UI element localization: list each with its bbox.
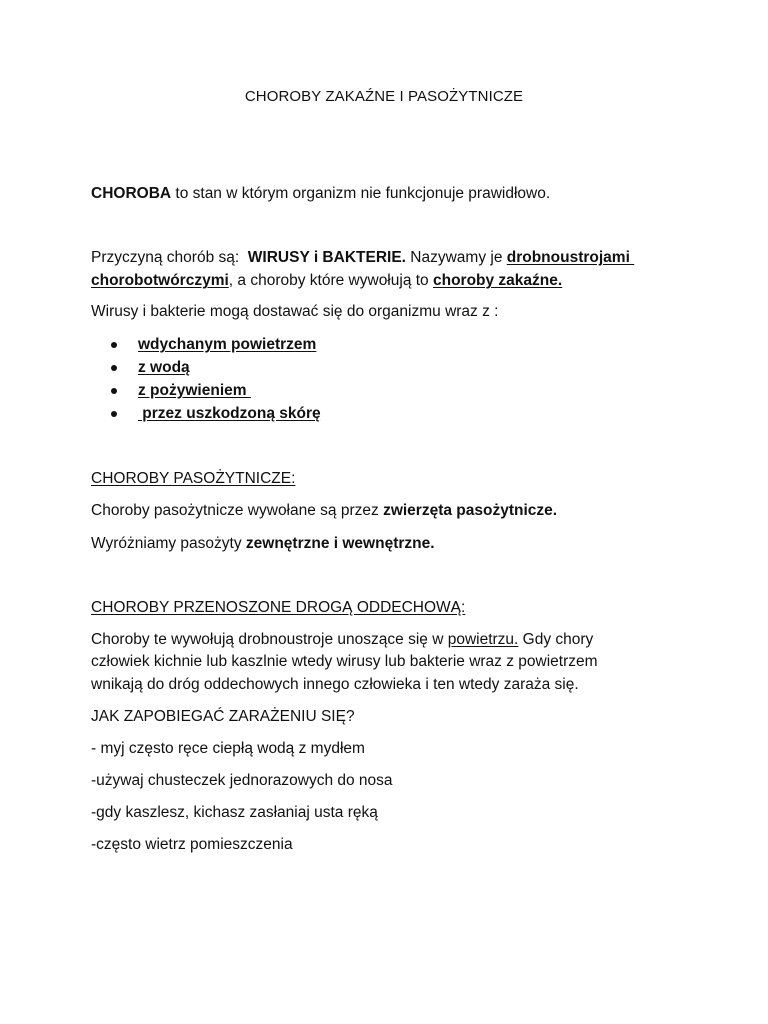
parasitic-line-2 <box>91 534 435 554</box>
causes-line-2 <box>91 271 562 291</box>
parasitic-heading: CHOROBY PASOŻYTNICZE: <box>91 470 296 487</box>
causes-mid: Nazywamy je <box>405 249 507 266</box>
parasitic-line-1 <box>91 501 557 521</box>
bullet-icon <box>111 365 117 371</box>
list-item-label: wdychanym powietrzem <box>138 336 317 353</box>
airborne-heading: CHOROBY PRZENOSZONE DROGĄ ODDECHOWĄ: <box>91 599 466 616</box>
causes-term-chorobotworczymi: chorobotwórczymi <box>91 272 229 289</box>
airborne-p1-prefix: Choroby te wywołują drobnoustroje unoszące się w <box>91 631 448 648</box>
parasitic-line-2-bold: zewnętrzne i wewnętrzne. <box>245 535 435 552</box>
causes-line-1 <box>91 248 634 268</box>
causes-prefix: Przyczyną chorób są: <box>91 249 248 266</box>
parasitic-line-2-prefix: Wyróżniamy pasożyty <box>91 535 246 552</box>
causes-term-drobnoustrojami: drobnoustrojami <box>506 249 635 266</box>
parasitic-line-1-prefix: Choroby pasożytnicze wywołane są przez <box>91 502 384 519</box>
causes-mid2: , a choroby które wywołują to <box>228 272 433 289</box>
parasitic-line-1-bold: zwierzęta pasożytnicze. <box>383 502 558 519</box>
prevention-tip: -używaj chusteczek jednorazowych do nosa <box>91 772 393 789</box>
causes-agents: WIRUSY i BAKTERIE. <box>247 249 406 266</box>
causes-term-zakazne: choroby zakaźne. <box>432 272 563 289</box>
entry-intro: Wirusy i bakterie mogą dostawać się do organizmu wraz z : <box>91 303 499 320</box>
bullet-icon <box>111 411 117 417</box>
prevention-tip: - myj często ręce ciepłą wodą z mydłem <box>91 740 365 757</box>
airborne-paragraph-line-1 <box>91 630 593 650</box>
definition-term: CHOROBA <box>91 185 172 202</box>
list-item-label: przez uszkodzoną skórę <box>138 405 321 422</box>
list-item-label: z pożywieniem <box>138 382 251 399</box>
bullet-icon <box>111 388 117 394</box>
definition-line <box>91 184 550 204</box>
prevention-tip: -często wietrz pomieszczenia <box>91 836 293 853</box>
airborne-paragraph-line-3: wnikają do dróg oddechowych innego człowieka i ten wtedy zaraża się. <box>91 676 579 693</box>
bullet-icon <box>111 342 117 348</box>
prevention-heading: JAK ZAPOBIEGAĆ ZARAŻENIU SIĘ? <box>91 708 355 725</box>
list-item-label: z wodą <box>138 359 190 376</box>
airborne-p1-suffix: Gdy chory <box>518 631 594 648</box>
page-title: CHOROBY ZAKAŹNE I PASOŻYTNICZE <box>244 88 524 105</box>
prevention-tip: -gdy kaszlesz, kichasz zasłaniaj usta ręką <box>91 804 378 821</box>
airborne-paragraph-line-2: człowiek kichnie lub kaszlnie wtedy wirusy lub bakterie wraz z powietrzem <box>91 653 598 670</box>
definition-text: to stan w którym organizm nie funkcjonuje prawidłowo. <box>171 185 551 202</box>
airborne-p1-underlined: powietrzu. <box>447 631 519 648</box>
